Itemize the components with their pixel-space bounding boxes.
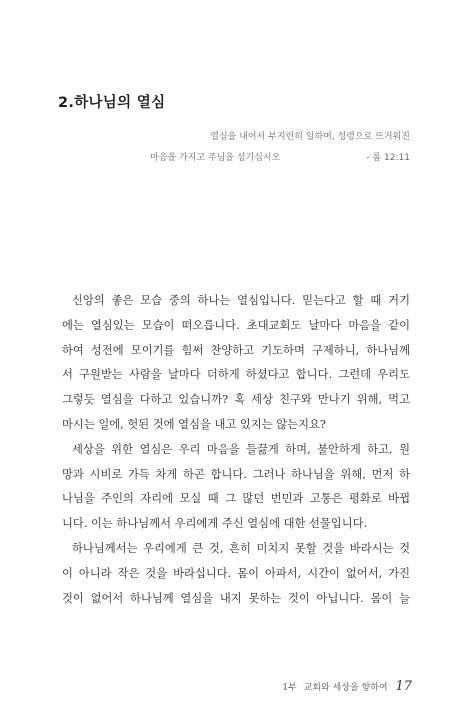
- epigraph-line-1: 열심을 내어서 부지런히 일하며, 성령으로 뜨거워진: [210, 132, 410, 142]
- body-text: [62, 289, 410, 611]
- paragraph-2-line-2: 망과 시비로 가득 차게 하곤 합니다. 그러나 하나님을 위해, 먼저 하: [62, 467, 410, 481]
- paragraph-3-line-3: 것이 없어서 하나님께 열심을 내지 못하는 것이 아닙니다. 몸이 늘: [62, 591, 410, 605]
- page-number: 17: [395, 679, 412, 694]
- epigraph: [150, 127, 410, 169]
- paragraph-2-line-3: 나님을 주인의 자리에 모실 때 그 많던 번민과 고통은 평화로 바뀝: [62, 492, 410, 506]
- footer-section-title: 교회와 세상을 향하여: [303, 683, 388, 693]
- epigraph-reference: - 롬 12:11: [366, 153, 410, 163]
- paragraph-1-line-4: 서 구원받는 사람을 날마다 더하게 하셨다고 합니다. 그런데 우리도: [62, 368, 410, 382]
- paragraph-2-line-1: 세상을 위한 열심은 우리 마음을 들끓게 하며, 불안하게 하고, 원: [72, 442, 410, 456]
- page-footer: [282, 679, 412, 694]
- paragraph-2-line-4: 니다. 이는 하나님께서 우리에게 주신 열심에 대한 선물입니다.: [62, 517, 368, 531]
- epigraph-line-2-text: 마음을 가지고 주님을 섬기십시오: [150, 153, 281, 163]
- footer-part-label: 1부: [282, 683, 297, 693]
- paragraph-1-line-3: 하여 성전에 모이기를 힘써 찬양하고 기도하며 구제하니, 하나님께: [62, 343, 410, 357]
- paragraph-3-line-2: 이 아니라 작은 것을 바라십니다. 몸이 아파서, 시간이 없어서, 가진: [62, 566, 410, 580]
- chapter-title: 2.하나님의 열심: [58, 95, 166, 111]
- paragraph-3-line-1: 하나님께서는 우리에게 큰 것, 흔히 미치지 못할 것을 바라시는 것: [72, 541, 410, 555]
- paragraph-1-line-6: 마시는 일에, 헛된 것에 열심을 내고 있지는 않는지요?: [62, 417, 326, 431]
- paragraph-1-line-2: 에는 열심있는 모습이 떠오릅니다. 초대교회도 날마다 마음을 같이: [62, 318, 410, 332]
- paragraph-1-line-1: 신앙의 좋은 모습 중의 하나는 열심입니다. 믿는다고 할 때 거기: [72, 294, 410, 307]
- epigraph-line-2: [150, 148, 410, 169]
- paragraph-1-line-5: 그렇듯 열심을 다하고 있습니까? 혹 세상 친구와 만나기 위해, 먹고: [62, 393, 410, 407]
